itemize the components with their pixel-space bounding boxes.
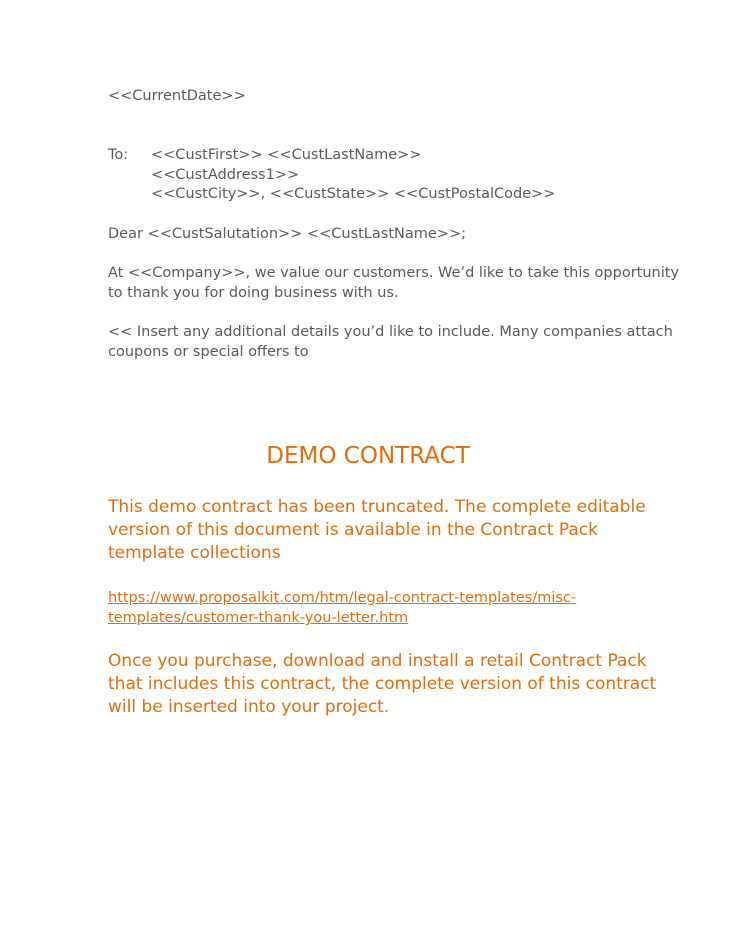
notice-line: that includes this contract, the complete version of this contract [108, 674, 657, 694]
purchase-notice [108, 650, 656, 719]
paragraph-line: At <<Company>>, we value our customers. We’d like to take this opportunity [108, 265, 680, 281]
address-line: <<CustAddress1>> [151, 166, 300, 183]
insert-details-paragraph [108, 323, 673, 362]
notice-line: will be inserted into your project. [108, 697, 390, 717]
recipient-address [151, 146, 555, 205]
link-line[interactable]: https://www.proposalkit.com/htm/legal-contract-templates/misc- [108, 590, 577, 606]
address-line: <<CustFirst>> <<CustLastName>> [151, 147, 422, 163]
salutation: Dear <<CustSalutation>> <<CustLastName>>; [108, 226, 466, 242]
truncation-notice [108, 496, 646, 565]
notice-line: template collections [108, 543, 281, 563]
notice-line: This demo contract has been truncated. The complete editable [108, 497, 646, 517]
paragraph-line: << Insert any additional details you’d like to include. Many companies attach [108, 324, 673, 340]
demo-contract-title: DEMO CONTRACT [266, 443, 470, 469]
body-paragraph [108, 264, 679, 303]
to-label: To: [108, 147, 129, 163]
notice-line: version of this document is available in the Contract Pack [108, 520, 599, 540]
current-date: <<CurrentDate>> [108, 88, 246, 104]
paragraph-line: coupons or special offers to [108, 343, 309, 360]
paragraph-line: to thank you for doing business with us. [108, 284, 399, 301]
notice-line: Once you purchase, download and install a retail Contract Pack [108, 651, 647, 671]
link-line[interactable]: templates/customer-thank-you-letter.htm [108, 610, 409, 626]
contract-template-link[interactable] [108, 588, 576, 628]
address-line: <<CustCity>>, <<CustState>> <<CustPostalCode>> [151, 186, 556, 202]
